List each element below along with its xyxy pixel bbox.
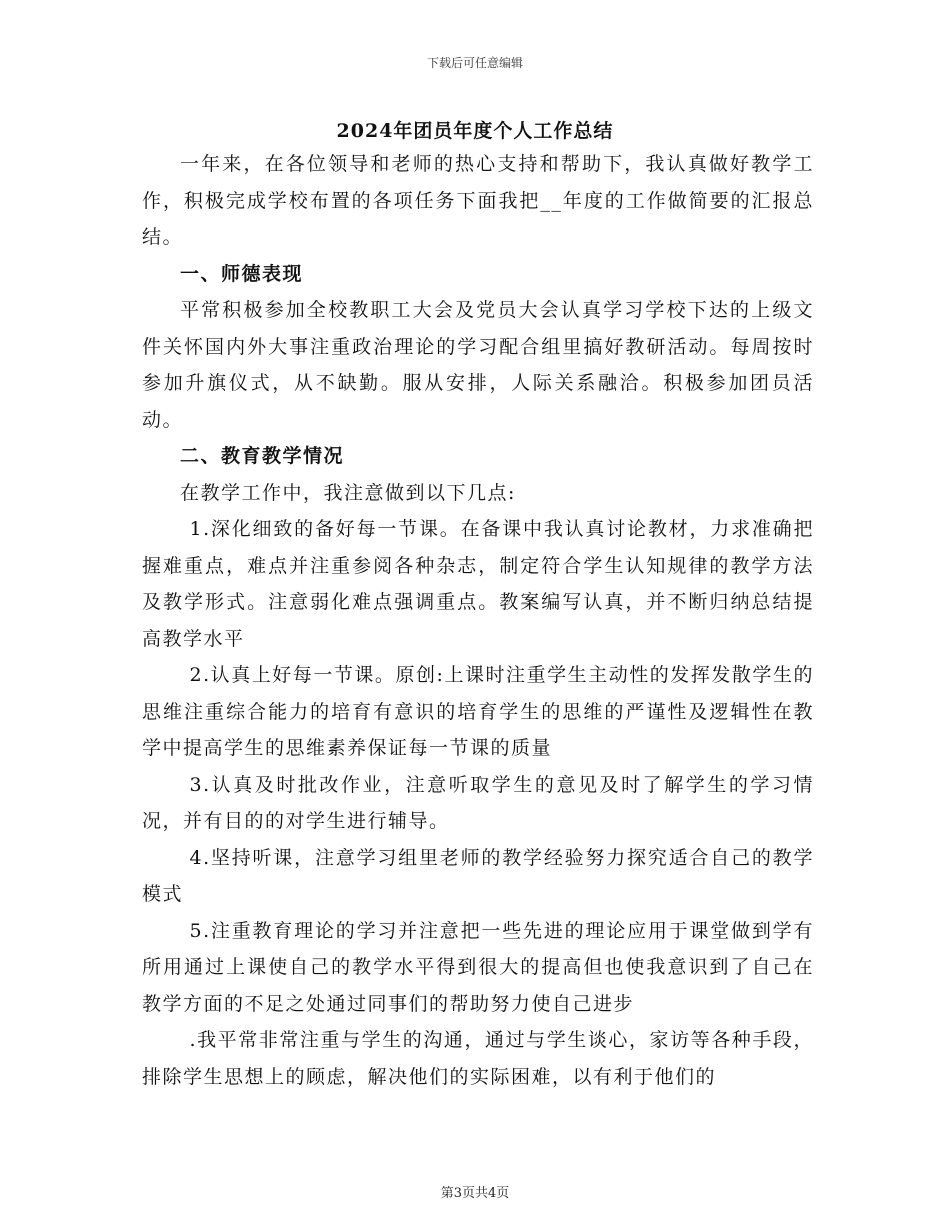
- section-heading-teaching: 二、教育教学情况: [180, 445, 345, 467]
- header-note: 下载后可任意编辑: [426, 56, 523, 70]
- teaching-lead-paragraph: 在教学工作中，我注意做到以下几点:: [180, 481, 516, 504]
- list-item: 3.认真及时批改作业，注意听取学生的意见及时了解学生的学习情况，并有目的的对学生进行辅导。: [142, 773, 814, 832]
- list-item: 1.深化细致的备好每一节课。在备课中我认真讨论教材，力求准确把握难重点，难点并注重参阅各种杂志，制定符合学生认知规律的教学方法及教学形式。注意弱化难点强调重点。教案编写认真，并不断归纳总结提高教学水平: [142, 518, 814, 650]
- list-item: 5.注重教育理论的学习并注意把一些先进的理论应用于课堂做到学有所用通过上课使自己的教学水平得到很大的提高但也使我意识到了自己在教学方面的不足之处通过同事们的帮助努力使自己进步: [142, 919, 814, 1015]
- list-item: 4.坚持听课，注意学习组里老师的教学经验努力探究适合自己的教学模式: [142, 846, 814, 905]
- intro-paragraph: 一年来，在各位领导和老师的热心支持和帮助下，我认真做好教学工作，积极完成学校布置的各项任务下面我把__年度的工作做简要的汇报总结。: [142, 153, 814, 248]
- document-body: [142, 146, 814, 1095]
- document-title: 2024年团员年度个人工作总结: [336, 120, 614, 142]
- ethics-paragraph: 平常积极参加全校教职工大会及党员大会认真学习学校下达的上级文件关怀国内外大事注重政治理论的学习配合组里搞好教研活动。每周按时参加升旗仪式，从不缺勤。服从安排，人际关系融洽。积极参加团员活动。: [142, 299, 814, 431]
- page-footer: 第3页共4页: [440, 1186, 510, 1201]
- list-item: .我平常非常注重与学生的沟通，通过与学生谈心，家访等各种手段，排除学生思想上的顾虑，解决他们的实际困难，以有利于他们的: [142, 1029, 814, 1088]
- list-item: 2.认真上好每一节课。原创:上课时注重学生主动性的发挥发散学生的思维注重综合能力的培育有意识的培育学生的思维的严谨性及逻辑性在教学中提高学生的思维素养保证每一节课的质量: [142, 664, 814, 759]
- section-heading-ethics: 一、师德表现: [180, 262, 304, 285]
